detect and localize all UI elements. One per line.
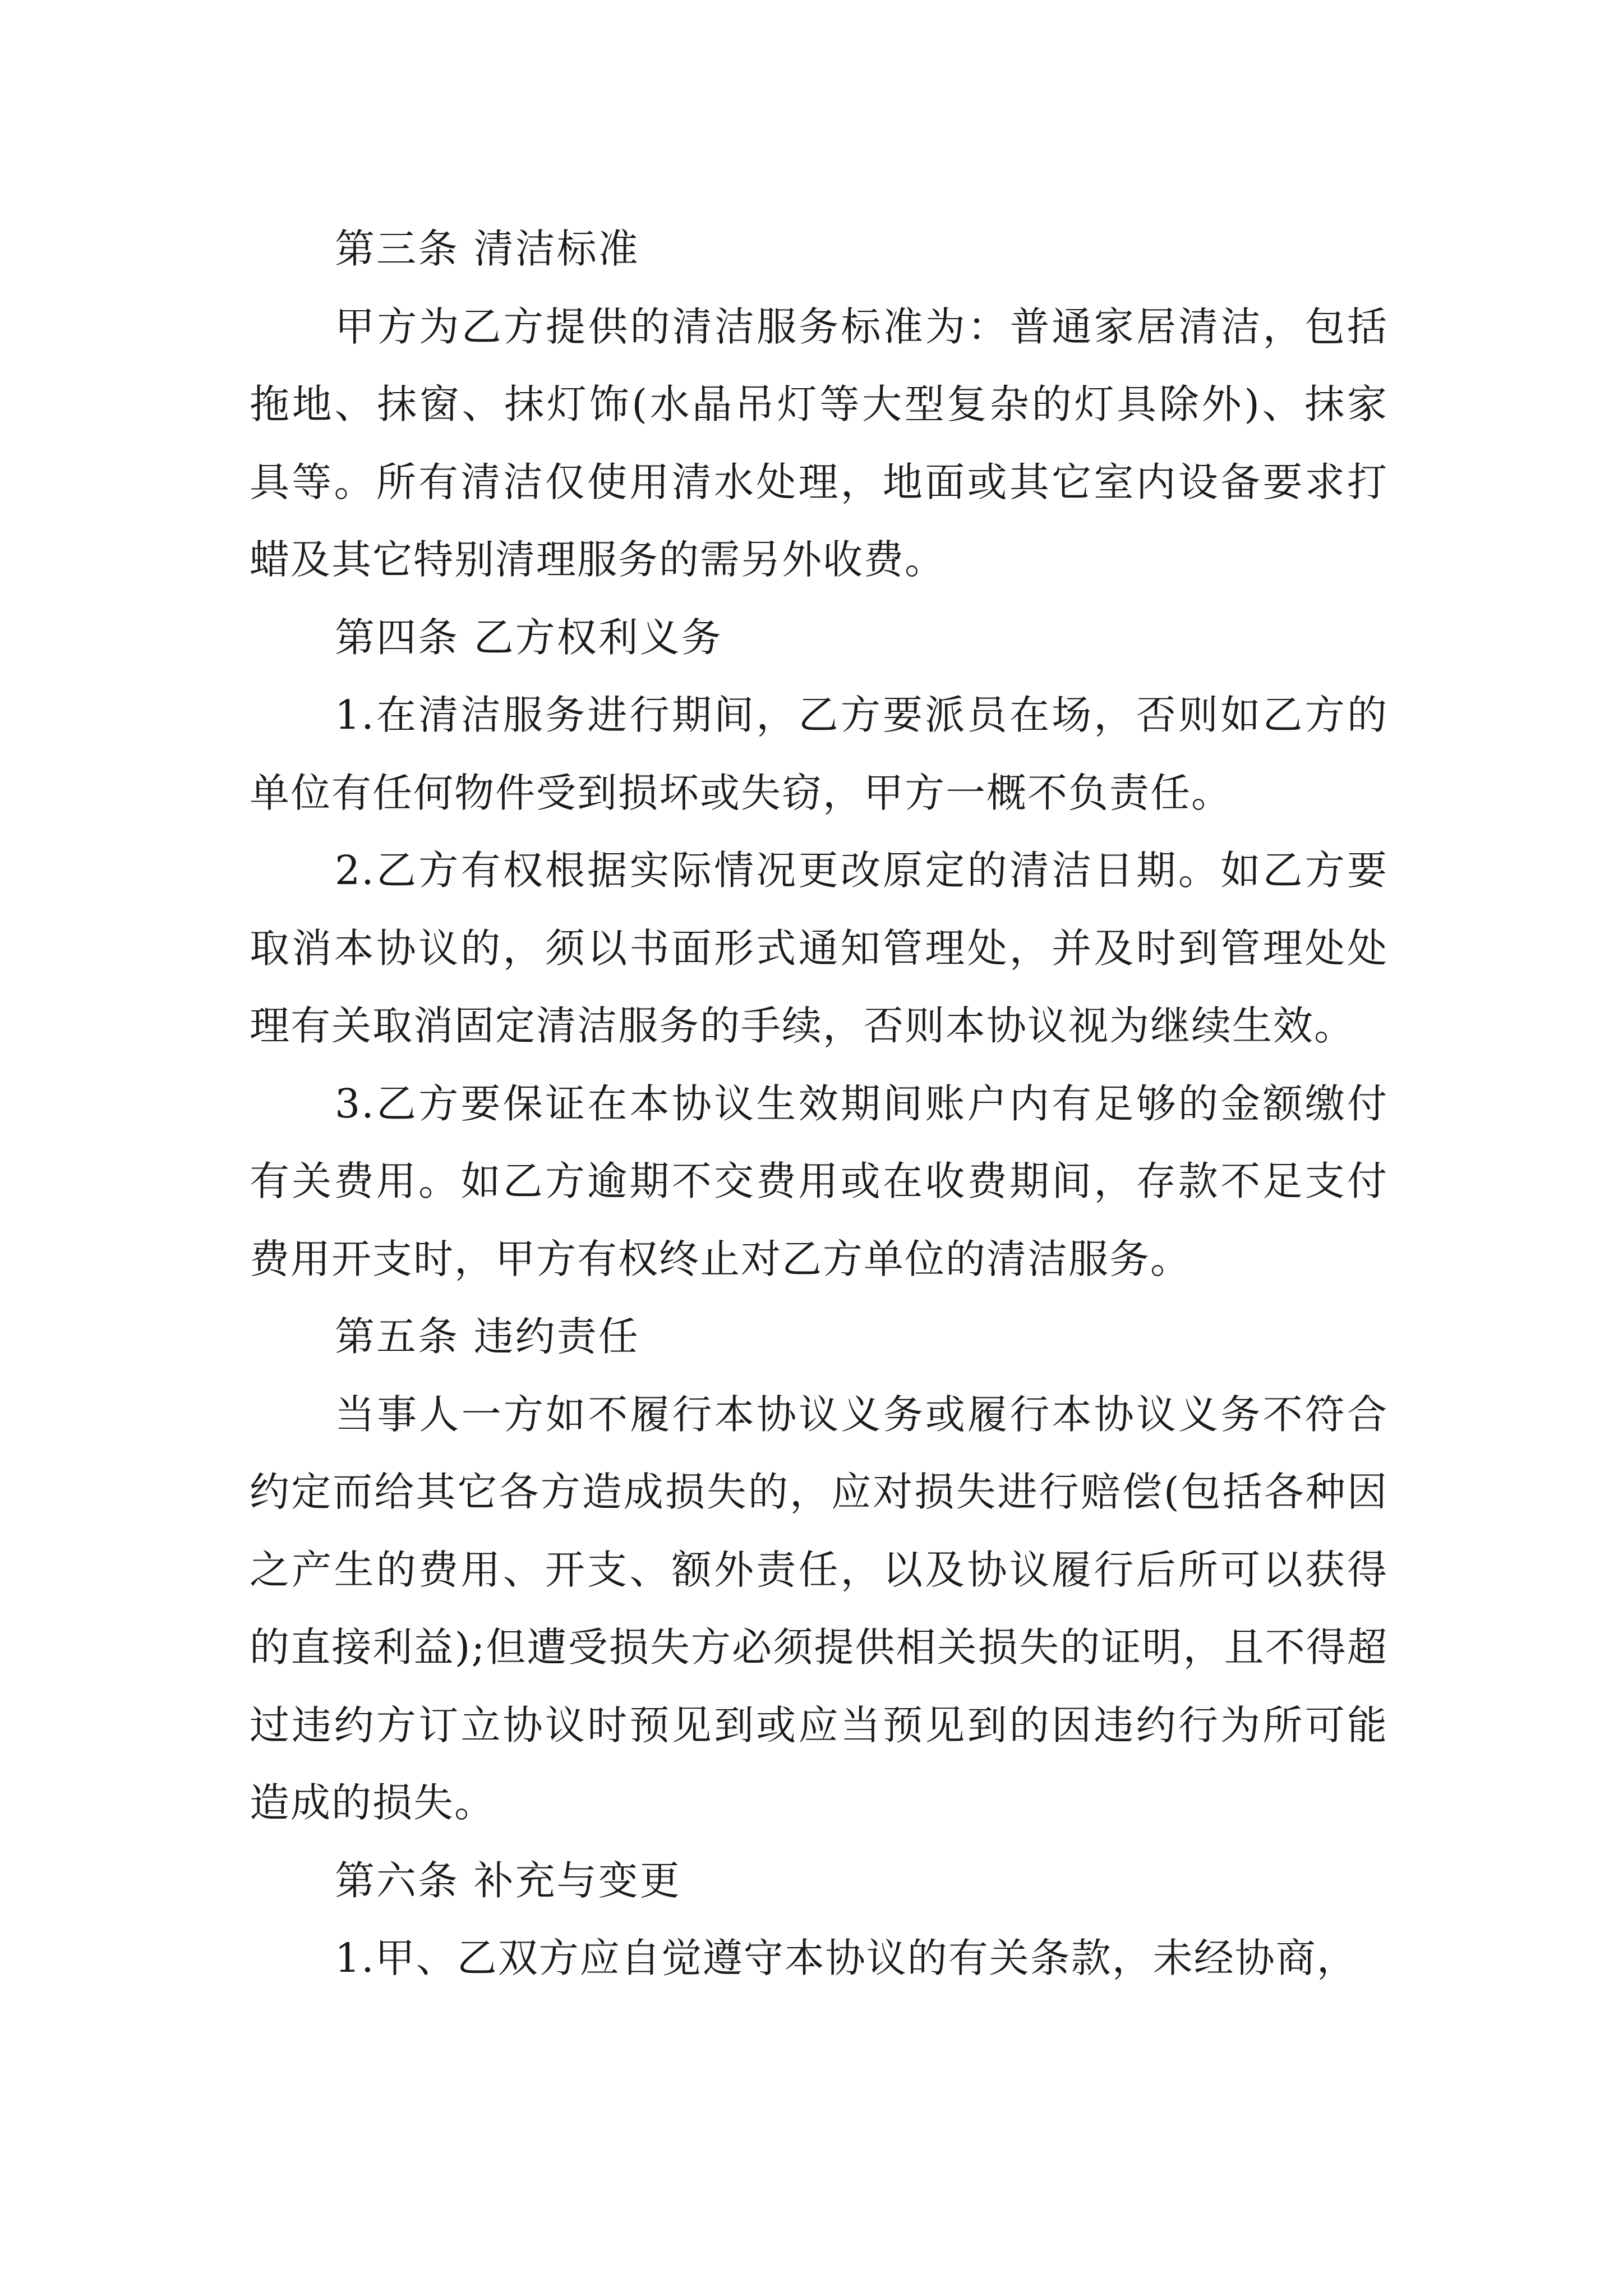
article-4-clause-3-paragraph: 3.乙方要保证在本协议生效期间账户内有足够的金额缴付有关费用。如乙方逾期不交费用或在收费期间，存款不足支付费用开支时，甲方有权终止对乙方单位的清洁服务。 xyxy=(250,1080,1388,1282)
article-4-clause-1-paragraph: 1.在清洁服务进行期间，乙方要派员在场，否则如乙方的单位有任何物件受到损坏或失窃，甲方一概不负责任。 xyxy=(250,692,1388,816)
article-4-clause-2-paragraph: 2.乙方有权根据实际情况更改原定的清洁日期。如乙方要取消本协议的，须以书面形式通知管理处，并及时到管理处处理有关取消固定清洁服务的手续，否则本协议视为继续生效。 xyxy=(250,847,1388,1049)
article-3-cleaning-standard-paragraph: 甲方为乙方提供的清洁服务标准为：普通家居清洁，包括拖地、抹窗、抹灯饰(水晶吊灯等大型复杂的灯具除外)、抹家具等。所有清洁仅使用清水处理，地面或其它室内设备要求打蜡及其它特别清理服务的需另外收费。 xyxy=(250,303,1388,583)
article-4-heading: 第四条 乙方权利义务 xyxy=(335,614,723,661)
article-3-heading: 第三条 清洁标准 xyxy=(335,226,640,272)
article-5-liability-paragraph: 当事人一方如不履行本协议义务或履行本协议义务不符合约定而给其它各方造成损失的，应对损失进行赔偿(包括各种因之产生的费用、开支、额外责任，以及协议履行后所可以获得的直接利益);但遭受损失方必须提供相关损失的证明，且不得超过违约方订立协议时预见到或应当预见到的因违约行为所可能造成的损失。 xyxy=(250,1391,1388,1826)
document-body xyxy=(250,210,1388,1998)
article-5-heading: 第五条 违约责任 xyxy=(335,1313,640,1360)
article-6-clause-1-paragraph: 1.甲、乙双方应自觉遵守本协议的有关条款，未经协商， xyxy=(335,1935,1358,1981)
article-6-heading: 第六条 补充与变更 xyxy=(335,1857,681,1904)
